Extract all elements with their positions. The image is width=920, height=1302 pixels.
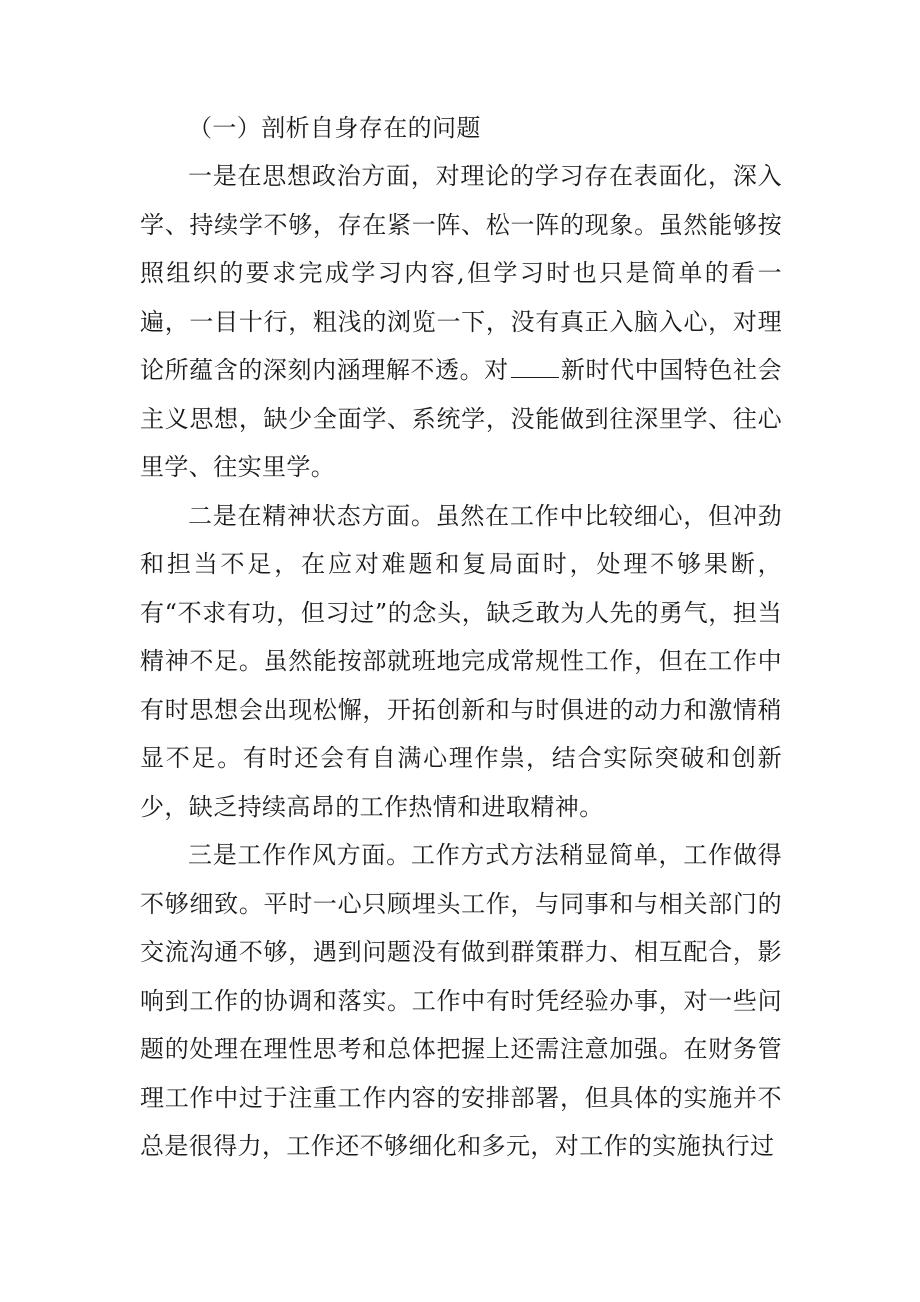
section-heading: （一）剖析自身存在的问题	[188, 114, 481, 142]
paragraph-ideology-text-end: 新时代中国特色社会主义思想，缺少全面学、系统学，没能做到往深里学、往心里学、往实里学。	[140, 356, 782, 481]
redacted-blank	[511, 357, 559, 378]
paragraph-work-style: 三是工作作风方面。工作方式方法稍显简单，工作做得不够细致。平时一心只顾埋头工作，与同事和与相关部门的交流沟通不够，遇到问题没有做到群策群力、相互配合，影响到工作的协调和落实。工作中有时凭经验办事，对一些问题的处理在理性思考和总体把握上还需注意加强。在财务管理工作中过于注重工作内容的安排部署，但具体的实施并不总是很得力，工作还不够细化和多元，对工作的实施执行过	[140, 841, 782, 1160]
document-body	[140, 104, 782, 1171]
paragraph-ideology	[140, 152, 782, 492]
paragraph-ideology-text-start: 一是在思想政治方面，对理论的学习存在表面化，深入学、持续学不够，存在紧一阵、松一阵的现象。虽然能够按照组织的要求完成学习内容,但学习时也只是简单的看一遍，一目十行，粗浅的浏览一下，没有真正入脑入心，对理论所蕴含的深刻内涵理解不透。对	[140, 162, 782, 384]
paragraph-spirit: 二是在精神状态方面。虽然在工作中比较细心，但冲劲和担当不足，在应对难题和复局面时，处理不够果断，有“不求有功，但习过”的念头，缺乏敢为人先的勇气，担当精神不足。虽然能按部就班地完成常规性工作，但在工作中有时思想会出现松懈，开拓创新和与时俱进的动力和激情稍显不足。有时还会有自满心理作祟，结合实际突破和创新少，缺乏持续高昂的工作热情和进取精神。	[140, 501, 782, 821]
